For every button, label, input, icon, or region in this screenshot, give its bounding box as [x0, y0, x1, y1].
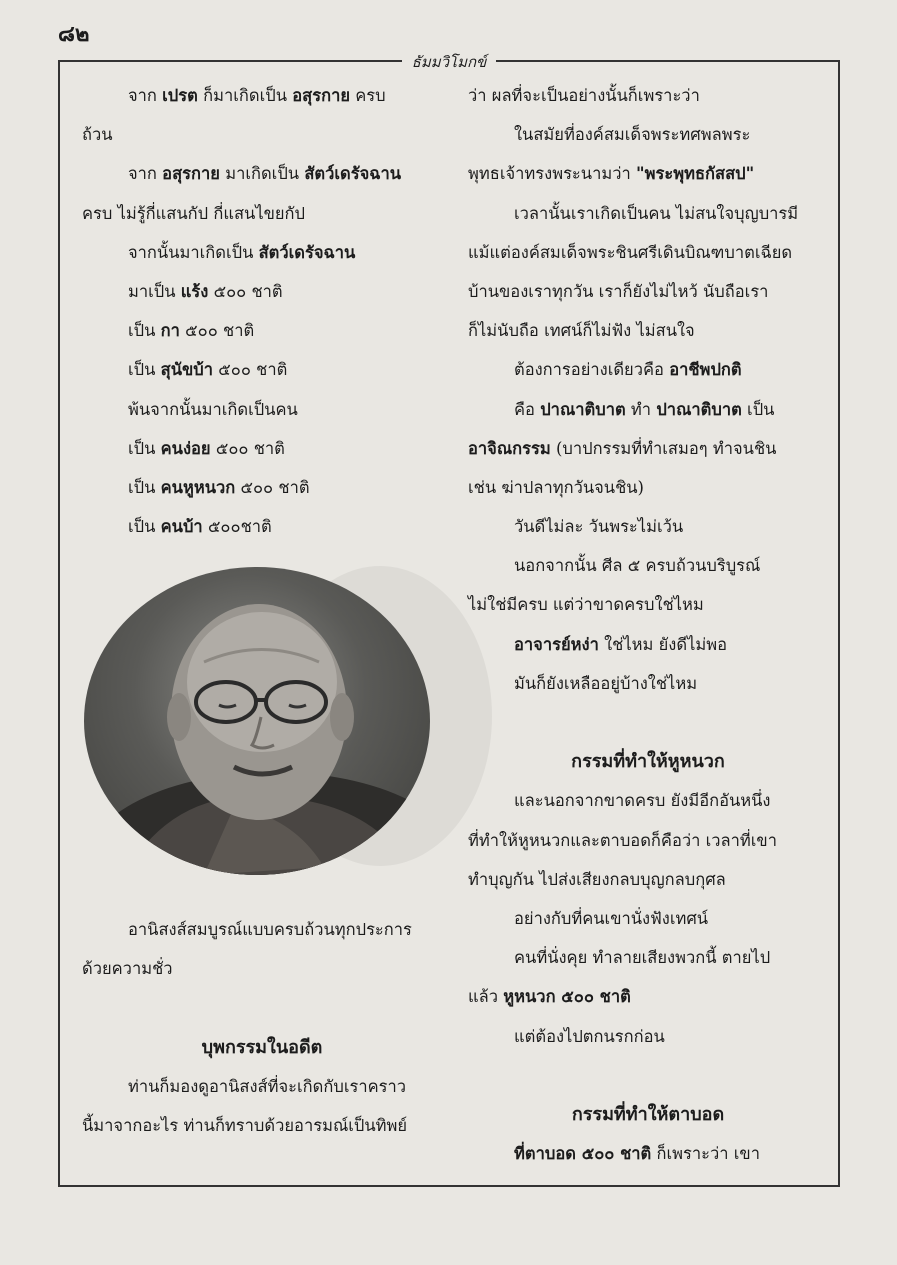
text-line: [468, 625, 828, 664]
text-line: [468, 1095, 828, 1134]
text-run: และนอกจากขาดครบ ยังมีอีกอันหนึ่ง: [514, 791, 771, 811]
bold-term: คนบ้า: [160, 517, 203, 537]
text-line: [82, 468, 442, 507]
bold-term: "พระพุทธกัสสป": [636, 164, 755, 184]
bold-term: อสุรกาย: [162, 164, 220, 184]
text-line: [468, 546, 828, 585]
bold-term: ปาณาติบาต: [656, 399, 742, 419]
text-run: ๕๐๐ชาติ: [202, 517, 272, 537]
text-line: [468, 899, 828, 938]
bold-term: หูหนวก ๕๐๐ ชาติ: [503, 987, 631, 1007]
right-column: [468, 76, 828, 1173]
text-line: [468, 194, 828, 233]
text-run: ว่า ผลที่จะเป็นอย่างนั้นก็เพราะว่า: [468, 86, 700, 105]
text-line: [82, 390, 442, 429]
text-line: [468, 390, 828, 429]
text-run: แต่ต้องไปตกนรกก่อน: [514, 1026, 665, 1046]
text-run: กรรมที่ทำให้หูหนวก: [571, 751, 725, 773]
text-line: [468, 429, 828, 468]
text-line: [468, 233, 828, 272]
text-run: พ้นจากนั้นมาเกิดเป็นคน: [128, 399, 298, 419]
bold-term: แร้ง: [180, 281, 209, 301]
text-run: ไม่ใช่มีครบ แต่ว่าขาดครบใช่ไหม: [468, 595, 704, 615]
text-run: มันก็ยังเหลืออยู่บ้างใช่ไหม: [514, 673, 698, 693]
text-run: มาเป็น: [128, 281, 181, 301]
left-top-text: [82, 76, 442, 546]
text-run: มาเกิดเป็น: [219, 164, 305, 184]
text-line: [82, 1067, 442, 1106]
bold-term: คนหูหนวก: [160, 477, 236, 497]
monk-portrait-photo: [84, 567, 430, 875]
text-line: [82, 76, 442, 115]
text-line: [82, 507, 442, 546]
text-line: [468, 1134, 828, 1173]
text-run: ท่านก็มองดูอานิสงส์ที่จะเกิดกับเราคราว: [128, 1077, 407, 1096]
bold-term: อสุรกาย: [292, 86, 351, 105]
text-line: [82, 1028, 442, 1067]
text-line: [468, 507, 828, 546]
text-run: เป็น: [128, 360, 161, 380]
text-line: [82, 989, 442, 1028]
text-line: [468, 115, 828, 154]
text-run: กรรมที่ทำให้ตาบอด: [571, 1103, 725, 1125]
text-run: ต้องการอย่างเดียวคือ: [514, 360, 670, 380]
text-run: อานิสงส์สมบูรณ์แบบครบถ้วนทุกประการ: [128, 920, 412, 940]
text-line: [468, 664, 828, 703]
text-line: [82, 233, 442, 272]
text-line: [468, 272, 828, 311]
text-line: [468, 350, 828, 389]
text-line: [468, 311, 828, 350]
text-line: [82, 154, 442, 193]
text-run: ๕๐๐ ชาติ: [235, 477, 310, 497]
text-run: ๕๐๐ ชาติ: [179, 321, 255, 341]
text-line: [468, 781, 828, 820]
text-line: [468, 977, 828, 1016]
bold-term: อาจิณกรรม: [468, 438, 551, 458]
text-line: [468, 742, 828, 781]
text-run: ก็เพราะว่า เขา: [651, 1144, 760, 1164]
text-run: ทำบุญกัน ไปส่งเสียงกลบบุญกลบกุศล: [468, 869, 726, 889]
text-line: [468, 938, 828, 977]
text-run: เป็น: [128, 477, 161, 497]
page-number: ๘๒: [58, 21, 90, 47]
text-line: [82, 350, 442, 389]
portrait-illustration: [84, 567, 430, 875]
text-run: ถ้วน: [82, 125, 113, 145]
text-run: จากนั้นมาเกิดเป็น: [128, 242, 259, 262]
text-run: ครบ ไม่รู้กี่แสนกัป กี่แสนไขยกัป: [82, 203, 306, 223]
text-run: นี้มาจากอะไร ท่านก็ทราบด้วยอารมณ์เป็นทิพย์: [82, 1116, 408, 1136]
text-run: พุทธเจ้าทรงพระนามว่า: [468, 164, 636, 184]
text-run: ก็มาเกิดเป็น: [197, 86, 293, 105]
running-header: ธัมมวิโมกข์: [60, 50, 838, 74]
text-line: [82, 910, 442, 949]
text-run: นอกจากนั้น ศีล ๕ ครบถ้วนบริบูรณ์: [514, 556, 761, 576]
bold-term: ที่ตาบอด ๕๐๐ ชาติ: [514, 1144, 652, 1164]
text-run: ด้วยความชั่ว: [82, 959, 173, 979]
text-run: เช่น ฆ่าปลาทุกวันจนชิน): [468, 477, 644, 497]
text-run: (บาปกรรมที่ทำเสมอๆ ทำจนชิน: [550, 438, 777, 458]
left-bottom-text: [82, 910, 442, 1145]
text-run: บ้านของเราทุกวัน เราก็ยังไม่ไหว้ นับถือเรา: [468, 281, 769, 301]
text-run: จาก: [128, 164, 163, 184]
text-line: [468, 154, 828, 193]
text-run: เป็น: [128, 321, 161, 341]
text-line: [82, 115, 442, 154]
text-run: แล้ว: [468, 987, 504, 1007]
text-line: [468, 860, 828, 899]
bold-term: สัตว์เดรัจฉาน: [258, 242, 356, 262]
text-run: ทำ: [625, 399, 657, 419]
text-line: [468, 703, 828, 742]
text-run: ๕๐๐ ชาติ: [210, 438, 285, 458]
text-run: ที่ทำให้หูหนวกและตาบอดก็คือว่า เวลาที่เขา: [468, 830, 777, 850]
bold-term: สุนัขบ้า: [160, 360, 214, 380]
text-line: [468, 468, 828, 507]
text-line: [82, 311, 442, 350]
text-run: แม้แต่องค์สมเด็จพระชินศรีเดินบิณฑบาตเฉียด: [468, 242, 793, 262]
text-line: [82, 1106, 442, 1145]
bold-term: เปรต: [162, 86, 198, 105]
text-line: [468, 585, 828, 624]
text-line: [82, 194, 442, 233]
text-run: ก็ไม่นับถือ เทศน์ก็ไม่ฟัง ไม่สนใจ: [468, 321, 695, 341]
text-line: [82, 272, 442, 311]
text-run: ๕๐๐ ชาติ: [213, 360, 288, 380]
text-run: คือ: [514, 399, 541, 419]
bold-term: สัตว์เดรัจฉาน: [304, 164, 402, 184]
text-run: ใช่ไหม ยังดีไม่พอ: [598, 634, 728, 654]
bold-term: อาจารย์หง่า: [514, 634, 599, 654]
text-run: เป็น: [741, 399, 775, 419]
text-run: วันดีไม่ละ วันพระไม่เว้น: [514, 517, 684, 537]
text-run: ครบ: [350, 86, 386, 105]
text-line: [468, 1056, 828, 1095]
text-run: อย่างกับที่คนเขานั่งฟังเทศน์: [514, 908, 709, 928]
text-run: บุพกรรมในอดีต: [201, 1036, 323, 1058]
text-line: [468, 76, 828, 115]
text-run: คนที่นั่งคุย ทำลายเสียงพวกนี้ ตายไป: [514, 948, 771, 968]
bold-term: อาชีพปกติ: [669, 360, 742, 380]
bold-term: กา: [160, 321, 180, 341]
text-run: เป็น: [128, 517, 161, 537]
text-run: ในสมัยที่องค์สมเด็จพระทศพลพระ: [514, 125, 751, 145]
text-line: [468, 1017, 828, 1056]
text-line: [468, 821, 828, 860]
bold-term: ปาณาติบาต: [540, 399, 626, 419]
text-run: จาก: [128, 86, 163, 105]
text-run: ๕๐๐ ชาติ: [208, 281, 283, 301]
text-run: เวลานั้นเราเกิดเป็นคน ไม่สนใจบุญบารมี: [514, 203, 799, 223]
text-line: [82, 429, 442, 468]
text-run: เป็น: [128, 438, 161, 458]
bold-term: คนง่อย: [160, 438, 211, 458]
text-line: [82, 949, 442, 988]
